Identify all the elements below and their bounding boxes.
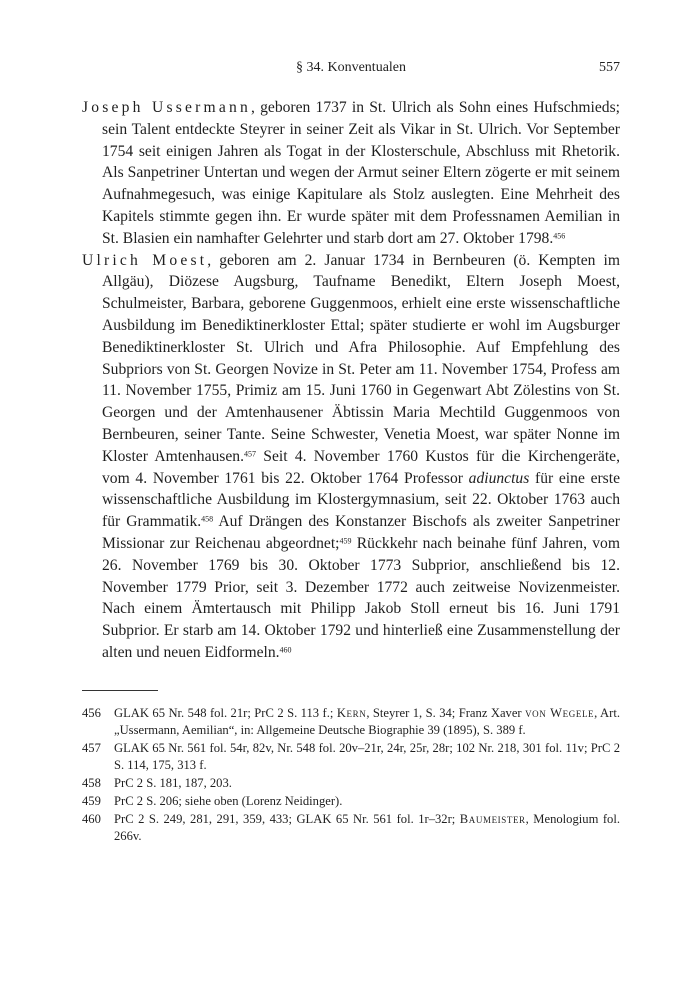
footnote xyxy=(82,705,620,739)
footnote-ref: 460 xyxy=(279,645,292,655)
footnote-segment: , Steyrer 1, S. 34; Franz Xaver xyxy=(366,706,526,720)
entry-text: , geboren am 2. Januar 1734 in Bernbeuren (ö. Kempten im Allgäu), Diözese Augsburg, Taufname Benedikt, Eltern Joseph Moest, Schulmeister, Barbara, geborene Guggenmoos, erhielt eine erste wissenschaftliche Ausbildung im Benediktinerkloster Ettal; später studierte er wohl im Augsburger Benediktinerkloster St. Ulrich und Afra Philosophie. Auf Empfehlung des Subpriors von St. Georgen Novize in St. Peter am 11. November 1754, Profess am 11. November 1755, Primiz am 15. Juni 1760 in Gegenwart Abt Zölestins von St. Georgen und der Amtenhausener Äbtissin Maria Mechtild Guggenmoos von Bernbeuren, seiner Tante. Seine Schwester, Venetia Moest, war später Nonne im Kloster Amtenhausen. xyxy=(102,251,620,465)
footnote-segment: PrC 2 S. 249, 281, 291, 359, 433; GLAK 65 Nr. 561 fol. 1r–32r; xyxy=(114,812,460,826)
footnote-number: 458 xyxy=(82,776,101,790)
footnote-number: 456 xyxy=(82,706,101,720)
footnote xyxy=(82,775,620,792)
running-head-section: § 34. Konventualen xyxy=(295,60,407,75)
footnote-rule xyxy=(82,690,158,691)
footnote-segment: , Art. „Ussermann, Aemilian“, in: Allgemeine Deutsche Biographie 39 (1895), S. 389 f. xyxy=(114,706,620,737)
footnote xyxy=(82,740,620,774)
footnote-text: GLAK 65 Nr. 561 fol. 54r, 82v, Nr. 548 fol. 20v–21r, 24r, 25r, 28r; 102 Nr. 218, 301 fol. 11v; PrC 2 S. 114, 175, 313 f. xyxy=(114,741,620,772)
entry-text: Auf Drängen des Konstanzer Bischofs als zweiter Sanpetriner Missionar zur Reichenau abgeordnet; xyxy=(102,513,620,552)
footnote-text xyxy=(114,705,620,739)
entry-text: Seit 4. November 1760 Kustos für die Kirchengeräte, vom 4. November 1761 bis 22. Oktober 1764 Professor xyxy=(102,447,620,487)
footnote-ref: 459 xyxy=(339,536,352,546)
footnote xyxy=(82,811,620,845)
person-name: Joseph Ussermann xyxy=(82,99,252,116)
entry-moest xyxy=(82,250,620,664)
entry-text: , geboren 1737 in St. Ulrich als Sohn eines Hufschmieds; sein Talent entdeckte Steyrer in seiner Zeit als Vikar in St. Ulrich. Vor September 1754 seit einigen Jahren als Togat in der Klosterschule, Abschluss mit Rhetorik. Als Sanpetriner Untertan und wegen der Armut seiner Eltern zögerte er mit seinem Aufnahmegesuch, was einige Kapitulare als Stolz auslegten. Eine Mehrheit des Kapitels stimmte gegen ihn. Er wurde später mit dem Professnamen Aemilian in St. Blasien ein namhafter Gelehrter und starb dort am 27. Oktober 1798. xyxy=(102,99,620,247)
running-header xyxy=(82,60,620,82)
author-name: Kern xyxy=(336,706,367,720)
footnote-number: 459 xyxy=(82,794,101,808)
footnote-text: PrC 2 S. 181, 187, 203. xyxy=(114,776,232,790)
footnote-number: 457 xyxy=(82,741,101,755)
author-name: von Wegele xyxy=(525,706,595,720)
entry-text: Rückkehr nach beinahe fünf Jahren, vom 26. November 1769 bis 30. Oktober 1773 Subprior, anschließend bis 12. November 1779 Prior, seit 3. Dezember 1772 auch zeitweise Novizenmeister. Nach einem Ämtertausch mit Philipp Jakob Stoll erneut bis 16. Juni 1791 Subprior. Er starb am 14. Oktober 1792 und hinterließ eine Zusammenstellung der alten und neuen Eidformeln. xyxy=(102,534,620,661)
footnote-text xyxy=(114,811,620,845)
footnote-ref: 458 xyxy=(201,514,214,524)
entry-ussermann xyxy=(82,97,620,250)
author-name: Baumeister xyxy=(459,812,526,826)
footnote-ref: 457 xyxy=(243,449,256,459)
person-name: Ulrich Moest xyxy=(82,251,208,269)
entry-italic: adiunctus xyxy=(468,469,530,487)
main-text xyxy=(82,97,620,664)
footnote-ref: 456 xyxy=(553,231,566,241)
page-number: 557 xyxy=(599,60,620,75)
footnote-segment: , Menologium fol. 266v. xyxy=(114,812,620,843)
footnote-segment: GLAK 65 Nr. 548 fol. 21r; PrC 2 S. 113 f.; xyxy=(114,706,337,720)
footnotes xyxy=(82,705,620,846)
footnote xyxy=(82,793,620,810)
footnote-number: 460 xyxy=(82,812,101,826)
footnote-text: PrC 2 S. 206; siehe oben (Lorenz Neidinger). xyxy=(114,794,343,808)
entry-text: für eine erste wissenschaftliche Ausbildung im Klostergymnasium, seit 22. Oktober 1763 auch für Grammatik. xyxy=(102,469,621,531)
